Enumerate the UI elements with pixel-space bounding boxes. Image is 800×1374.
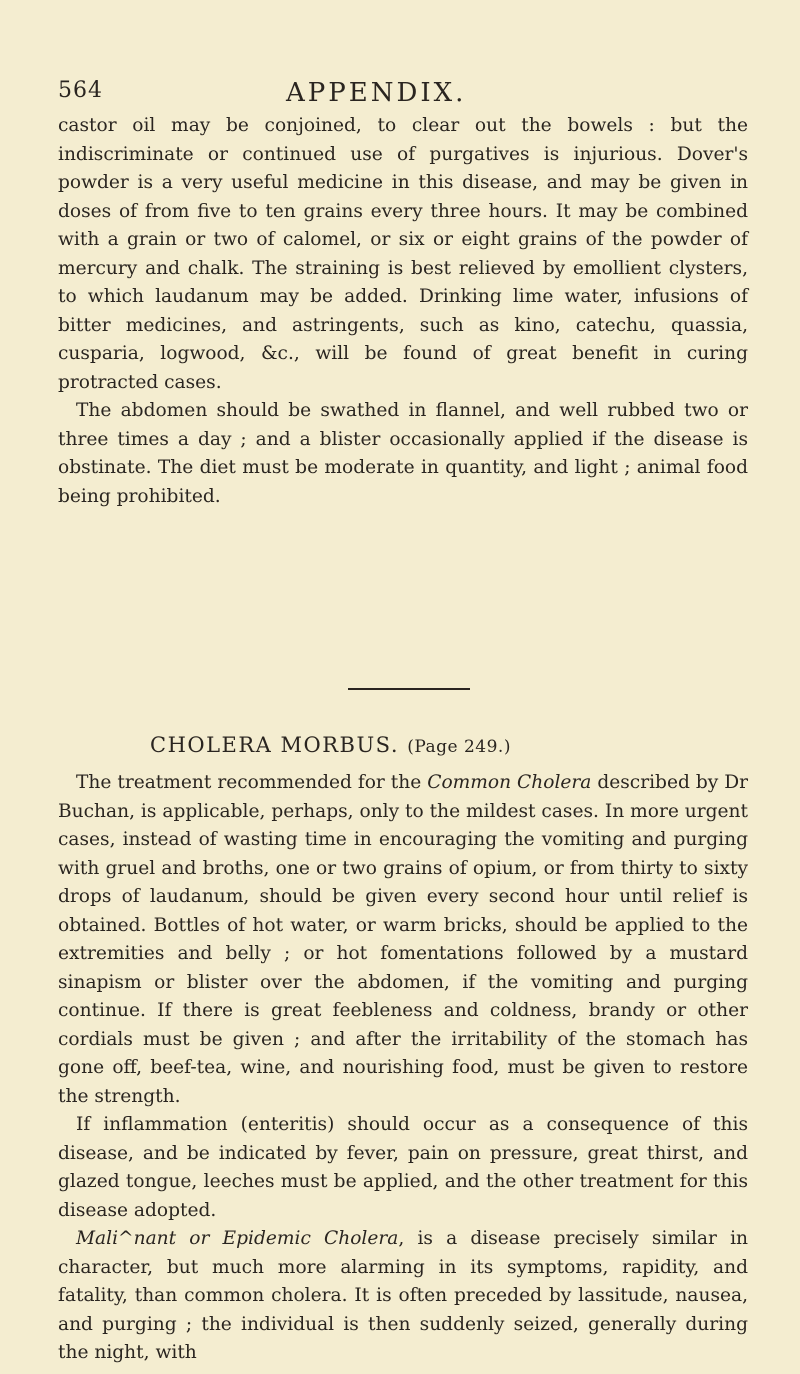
paragraph bbox=[58, 1225, 748, 1368]
section-divider bbox=[348, 688, 470, 690]
paragraph: If inflammation (enteritis) should occur as a consequence of this disease, and be indicated by fever, pain on pressure, great thirst, and glazed tongue, leeches must be applied, and the other treatment for this disease adopted. bbox=[58, 1114, 748, 1221]
page-reference: (Page 249.) bbox=[407, 737, 511, 757]
text-span: The treatment recommended for the bbox=[76, 772, 428, 793]
page-number: 564 bbox=[58, 78, 103, 103]
paragraph: The abdomen should be swathed in flannel, and well rubbed two or three times a day ; and a blister occasionally applied if the disease is obstinate. The diet must be moderate in quantity, and light ; animal food being prohibited. bbox=[58, 400, 748, 507]
section-title: CHOLERA MORBUS. bbox=[150, 733, 399, 757]
text-span: described by Dr Buchan, is applicable, perhaps, only to the mildest cases. In more urgent cases, instead of wasting time in encouraging the vomiting and purging with gruel and broths, one or two grains of opium, or from thirty to sixty drops of laudanum, should be given every second hour until relief is obtained. Bottles of hot water, or warm bricks, should be applied to the extremities and belly ; or hot fomentations followed by a mustard sinapism or blister over the abdomen, if the vomiting and purging continue. If there is great feebleness and coldness, brandy or other cordials must be given ; and after the irritability of the stomach has gone off, beef-tea, wine, and nourishing food, must be given to restore the strength. bbox=[58, 772, 748, 1107]
italic-term: Common Cholera bbox=[427, 772, 592, 793]
running-title: APPENDIX. bbox=[286, 78, 467, 108]
top-section bbox=[58, 112, 748, 511]
cholera-section bbox=[58, 769, 748, 1368]
paragraph: castor oil may be conjoined, to clear out the bowels : but the indiscriminate or continued use of purgatives is injurious. Dover's powder is a very useful medicine in this disease, and may be given in doses of from five to ten grains every three hours. It may be combined with a grain or two of calomel, or six or eight grains of the powder of mercury and chalk. The straining is best relieved by emollient clysters, to which laudanum may be added. Drinking lime water, infusions of bitter medicines, and astringents, such as kino, catechu, quassia, cusparia, logwood, &c., will be found of great benefit in curing protracted cases. bbox=[58, 115, 748, 393]
paragraph bbox=[58, 769, 748, 1111]
italic-term: Mali^nant or Epidemic Cholera bbox=[76, 1228, 399, 1249]
section-heading bbox=[150, 733, 511, 757]
text-span: , is a disease precisely similar in character, but much more alarming in its symptoms, rapidity, and fatality, than common cholera. It is often preceded by lassitude, nausea, and purging ; the individual is then suddenly seized, generally during the night, with bbox=[58, 1228, 748, 1363]
